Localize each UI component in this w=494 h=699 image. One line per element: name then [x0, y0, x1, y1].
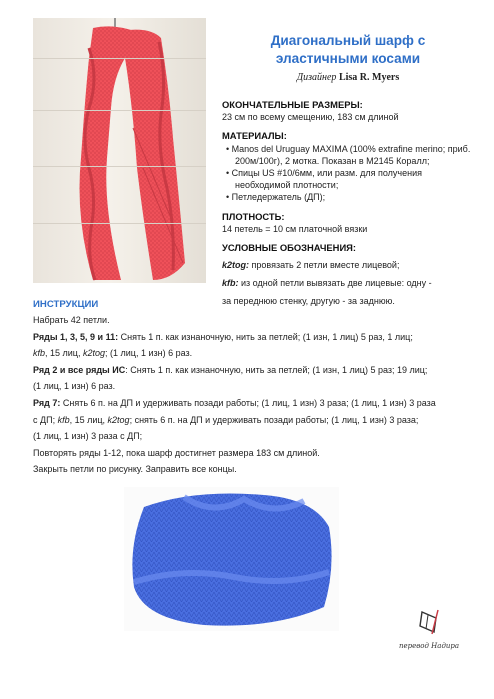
gauge-section — [222, 211, 472, 235]
swatch-photo — [124, 487, 339, 631]
materials-section — [222, 130, 472, 203]
blue-swatch-illustration — [124, 487, 339, 631]
rows-odd-line-1: Ряды 1, 3, 5, 9 и 11: Снять 1 п. как изнаночную, нить за петлей; (1 изн, 1 лиц) 5 раз, 1 лиц; — [33, 331, 413, 342]
row7-line-2: с ДП; kfb, 15 лиц, k2tog; снять 6 п. на ДП и удерживать позади работы; (1 лиц, 1 изн) 3 раза; — [33, 414, 419, 425]
book-pen-icon — [398, 608, 460, 656]
instructions-heading: ИНСТРУКЦИИ — [33, 299, 99, 310]
title-line-2: эластичными косами — [275, 51, 421, 66]
row7-line-1: Ряд 7: Снять 6 п. на ДП и удерживать позади работы; (1 лиц, 1 изн) 3 раза; (1 лиц, 1 изн) 3 раза — [33, 397, 436, 408]
legend-kfb: kfb: из одной петли вывязать две лицевые: одну - — [222, 278, 432, 289]
page-title — [222, 32, 474, 68]
legend-kfb-continued: за переднюю стенку, другую - за заднюю. — [222, 296, 395, 307]
title-line-1: Диагональный шарф с — [270, 33, 426, 48]
material-item: • Спицы US #10/6мм, или разм. для получения необходимой плотности; — [226, 168, 422, 191]
designer-name: Lisa R. Myers — [338, 72, 400, 83]
legend-heading: УСЛОВНЫЕ ОБОЗНАЧЕНИЯ: — [222, 242, 357, 254]
cast-on-text: Набрать 42 петли. — [33, 315, 110, 325]
designer-credit — [222, 72, 474, 83]
material-item: • Manos del Uruguay MAXIMA (100% extrafine merino; приб. 200м/100г), 2 мотка. Показан в M2145 Коралл; — [226, 143, 471, 166]
rows-odd-line-2: kfb, 15 лиц, k2tog; (1 лиц, 1 изн) 6 раз. — [33, 348, 193, 359]
translator-logo — [398, 608, 460, 656]
pattern-details — [222, 99, 472, 310]
finish-text: Закрыть петли по рисунку. Заправить все концы. — [33, 464, 237, 475]
final-size-section — [222, 99, 472, 123]
materials-heading: МАТЕРИАЛЫ: — [222, 130, 287, 142]
final-size-heading: ОКОНЧАТЕЛЬНЫЕ РАЗМЕРЫ: — [222, 99, 363, 110]
gauge-text: 14 петель = 10 см платочной вязки — [222, 223, 368, 234]
designer-label: Дизайнер — [296, 72, 337, 83]
final-size-text: 23 см по всему смещению, 183 см длиной — [222, 112, 399, 123]
instructions-section — [33, 298, 473, 478]
gauge-heading: ПЛОТНОСТЬ: — [222, 210, 285, 222]
rows-ws-line-1: Ряд 2 и все ряды ИС: Снять 1 п. как изнаночную, нить за петлей; (1 изн, 1 лиц) 5 раз; 19 лиц; — [33, 364, 428, 375]
legend-k2tog: k2tog: провязать 2 петли вместе лицевой; — [222, 260, 400, 271]
rows-ws-line-2: (1 лиц, 1 изн) 6 раз. — [33, 381, 116, 392]
scarf-photo — [33, 18, 206, 283]
signature-text: перевод Надира — [398, 642, 460, 650]
row7-line-3: (1 лиц, 1 изн) 3 раза с ДП; — [33, 431, 143, 442]
material-item: • Петледержатель (ДП); — [226, 192, 326, 203]
repeat-text: Повторять ряды 1-12, пока шарф достигнет размера 183 см длиной. — [33, 447, 320, 458]
